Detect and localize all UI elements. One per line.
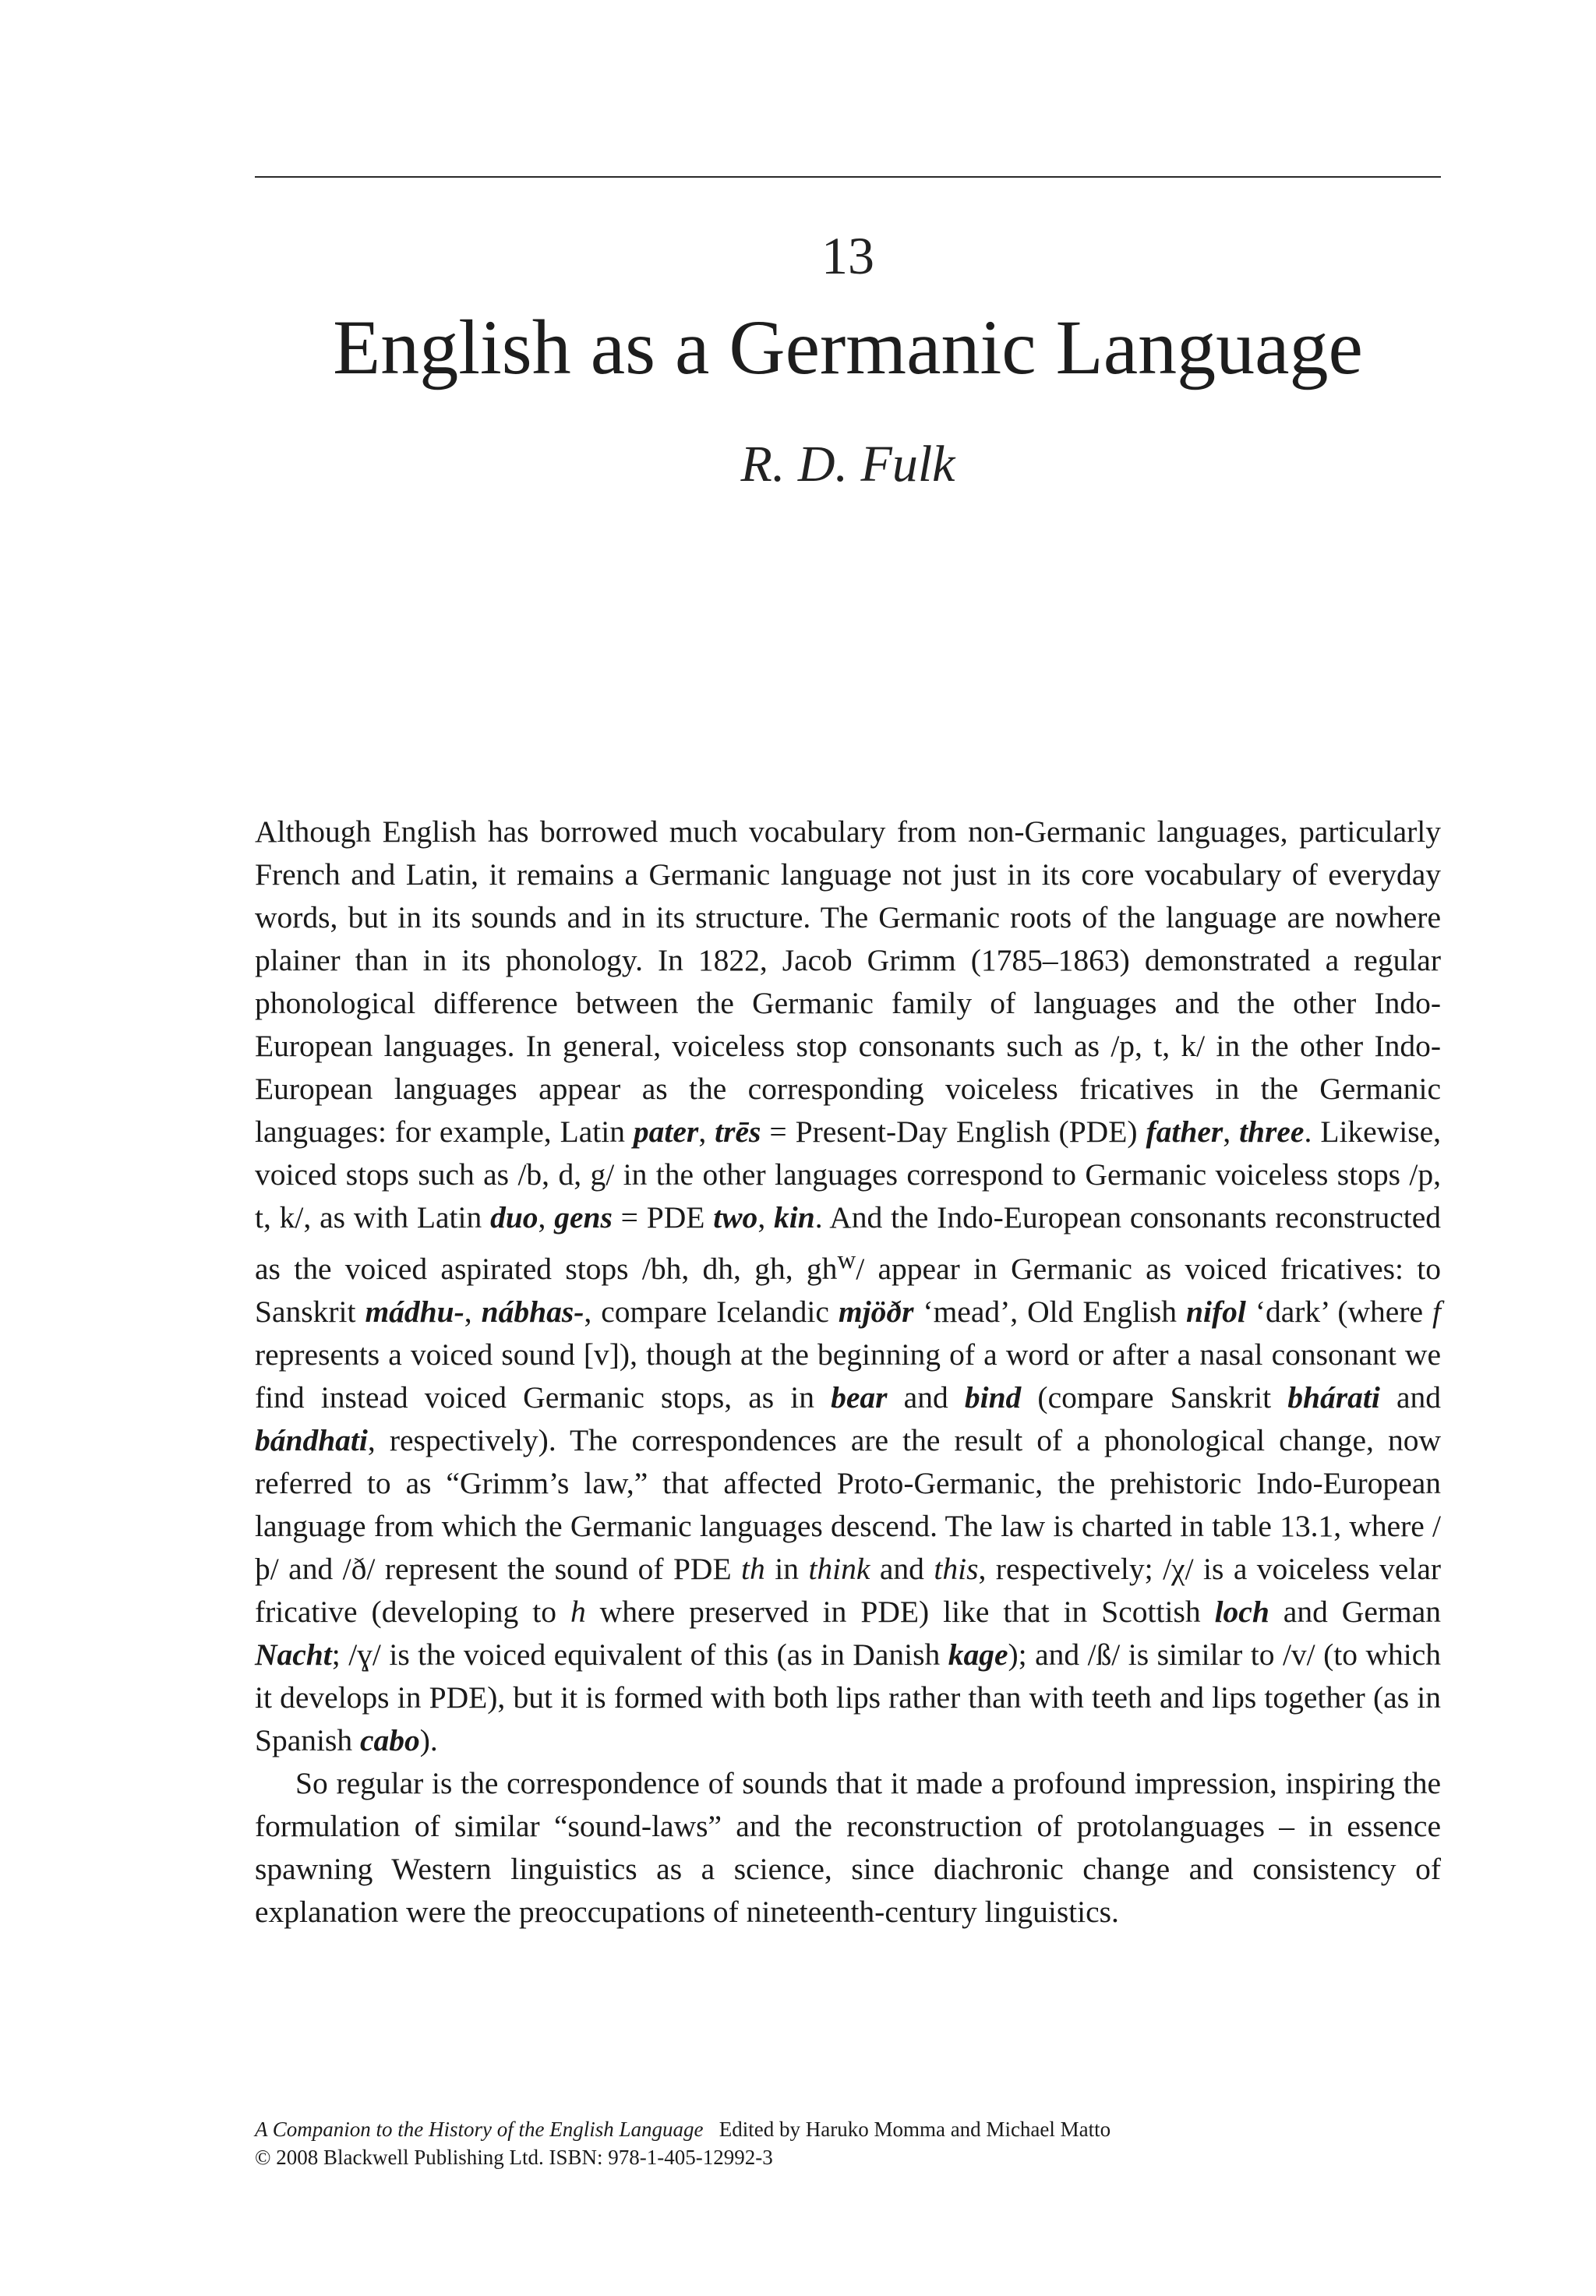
italic-term (482, 1295, 584, 1329)
term-duo: duo (490, 1200, 538, 1235)
term-mjodr: mjöðr (838, 1295, 914, 1330)
italic-term (1186, 1295, 1246, 1329)
footer-citation-line (255, 2115, 1441, 2143)
term-madhu: mádhu- (365, 1295, 464, 1330)
text-run: where preserved in PDE) like that in Scottish (585, 1595, 1215, 1630)
italic-term (1215, 1595, 1269, 1629)
term-nabhas: nábhas- (481, 1295, 584, 1330)
term-nacht: Nacht (255, 1637, 332, 1673)
term-this: this (934, 1552, 979, 1587)
text-run: , compare Icelandic (584, 1295, 839, 1330)
italic-term (1146, 1114, 1223, 1149)
page-footer (255, 2115, 1441, 2171)
term-cabo: cabo (359, 1723, 420, 1758)
italic-term (839, 1295, 914, 1329)
text-run: Although English has borrowed much vocabulary from non-Germanic languages, particularly French and Latin, it remains a Germanic language not just in its core vocabulary of everyday words, but in its sounds and in its structure. The Germanic roots of the language are nowhere plainer than in its phonology. In 1822, Jacob Grimm (1785–1863) demonstrated a regular phonological difference between the Germanic family of languages and the other Indo-European languages. In general, voiceless stop consonants such as /p, t, k/ in the other Indo-European languages appear as the corresponding voiceless fricatives in the Germanic languages: for example, Latin (255, 814, 1441, 1149)
term-loch: loch (1214, 1595, 1269, 1630)
italic-term (365, 1295, 464, 1329)
paragraph-1 (255, 811, 1441, 1762)
header-rule (255, 176, 1441, 178)
term-pater: pater (633, 1114, 699, 1149)
text-run: , (538, 1200, 555, 1235)
italic-term (715, 1114, 761, 1149)
italic-term (1239, 1114, 1304, 1149)
footer-copyright: © 2008 Blackwell Publishing Ltd. ISBN: 978-1-405-12992-3 (255, 2146, 773, 2169)
term-tres: trēs (715, 1114, 761, 1149)
term-bind: bind (964, 1380, 1022, 1415)
chapter-author: R. D. Fulk (740, 436, 955, 493)
term-two: two (713, 1200, 758, 1235)
italic-term (713, 1200, 757, 1235)
text-run: ); and /ß/ is similar to /v/ (to which it develops in PDE), but it is formed with both lips rather than with teeth and lips together (as in Spanish (255, 1637, 1441, 1758)
term-kage: kage (948, 1637, 1008, 1673)
text-run: , (464, 1295, 482, 1330)
italic-term (255, 1423, 368, 1457)
text-run: in (764, 1552, 809, 1587)
italic-term (554, 1200, 613, 1235)
italic-term (360, 1723, 420, 1757)
term-three: three (1239, 1114, 1305, 1149)
text-run: (compare Sanskrit (1021, 1380, 1288, 1415)
text-run: and (887, 1380, 965, 1415)
term-father: father (1146, 1114, 1223, 1149)
text-run: = Present-Day English (PDE) (761, 1114, 1146, 1149)
italic-term (831, 1380, 887, 1415)
chapter-title: English as a Germanic Language (333, 304, 1363, 390)
italic-term (965, 1380, 1021, 1415)
text-run: ‘dark’ (where (1245, 1295, 1432, 1330)
term-nifol: nifol (1186, 1295, 1246, 1330)
footer-editors: Edited by Haruko Momma and Michael Matto (719, 2118, 1111, 2141)
text-run: , (698, 1114, 715, 1149)
text-run: and German (1269, 1595, 1442, 1630)
text-run: and (870, 1552, 934, 1587)
text-run: . Likewise, voiced stops such as /b, d, g/ in the other languages correspond to Germanic voiceless stops /p, t, k/, as with Latin (255, 1114, 1441, 1235)
body-text (255, 811, 1441, 1934)
text-run: , respectively). The correspondences are the result of a phonological change, now referred to as “Grimm’s law,” that affected Proto-Germanic, the prehistoric Indo-European language from which the Germanic languages descend. The law is charted in table 13.1, where /þ/ and /ð/ represent the sound of PDE (255, 1423, 1441, 1587)
text-run: ). (419, 1723, 438, 1758)
term-bharati: bhárati (1287, 1380, 1380, 1415)
text-run: , (757, 1200, 775, 1235)
italic-term (774, 1200, 815, 1235)
italic-term (255, 1637, 332, 1672)
text-run: , respectively; /χ/ is a voiceless velar fricative (developing to (255, 1552, 1441, 1630)
italic-term (1287, 1380, 1380, 1415)
text-run: and (1379, 1380, 1441, 1415)
term-f: f (1432, 1295, 1441, 1330)
term-gens: gens (554, 1200, 613, 1235)
superscript-w: w (837, 1246, 856, 1274)
term-bear: bear (831, 1380, 888, 1415)
text-run: ; /ɣ/ is the voiced equivalent of this (as in Danish (331, 1637, 948, 1673)
text-run: . And the Indo-European consonants reconstructed as the voiced aspirated stops /bh, dh, gh, gh (255, 1200, 1442, 1287)
term-bandhati: bándhati (255, 1423, 368, 1458)
term-think: think (808, 1552, 870, 1587)
term-th: th (741, 1552, 765, 1587)
text-run: / appear in Germanic as voiced fricatives: to Sanskrit (255, 1252, 1441, 1330)
text-run: , (1223, 1114, 1240, 1149)
text-run: = PDE (612, 1200, 714, 1235)
chapter-number: 13 (821, 226, 874, 285)
italic-term (948, 1637, 1008, 1672)
term-kin: kin (774, 1200, 815, 1235)
text-run: represents a voiced sound [v]), though at the beginning of a word or after a nasal consonant we find instead voiced Germanic stops, as in (255, 1337, 1441, 1415)
paragraph-2: So regular is the correspondence of sounds that it made a profound impression, inspiring the formulation of similar “sound-laws” and the reconstruction of protolanguages – in essence spawning Western linguistics as a science, since diachronic change and consistency of explanation were the preoccupations of nineteenth-century linguistics. (255, 1766, 1441, 1930)
term-h: h (570, 1595, 586, 1630)
footer-book-title: A Companion to the History of the English Language (255, 2118, 704, 2141)
text-run: ‘mead’, Old English (913, 1295, 1187, 1330)
italic-term (634, 1114, 698, 1149)
italic-term (490, 1200, 538, 1235)
